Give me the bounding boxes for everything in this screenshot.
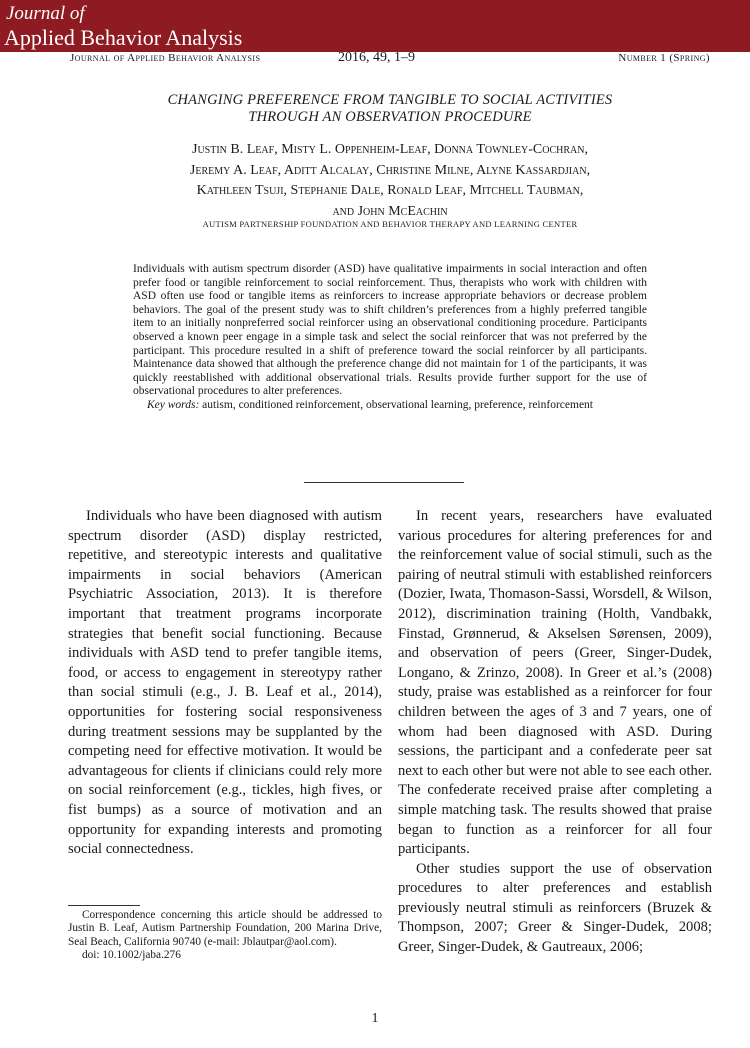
keywords-list: autism, conditioned reinforcement, observational learning, preference, reinforcement bbox=[199, 398, 593, 411]
affiliation: AUTISM PARTNERSHIP FOUNDATION AND BEHAVIOR THERAPY AND LEARNING CENTER bbox=[202, 219, 578, 229]
running-head bbox=[70, 52, 710, 68]
journal-logo-line1: Journal of bbox=[6, 3, 85, 24]
author-line: and John McEachin bbox=[332, 203, 448, 219]
running-head-issue: Number 1 (Spring) bbox=[618, 52, 710, 64]
author-line: Kathleen Tsuji, Stephanie Dale, Ronald Leaf, Mitchell Taubman, bbox=[196, 183, 584, 198]
keywords bbox=[133, 399, 647, 413]
title-line: CHANGING PREFERENCE FROM TANGIBLE TO SOCIAL ACTIVITIES bbox=[167, 92, 613, 108]
running-head-journal: Journal of Applied Behavior Analysis bbox=[70, 52, 261, 64]
body-column-left bbox=[68, 507, 382, 860]
section-divider bbox=[304, 482, 464, 483]
body-column-right bbox=[398, 507, 712, 958]
author-line: Jeremy A. Leaf, Aditt Alcalay, Christine Milne, Alyne Kassardjian, bbox=[189, 162, 591, 178]
title-line: THROUGH AN OBSERVATION PROCEDURE bbox=[248, 109, 532, 125]
body-paragraph: Other studies support the use of observation procedures to alter preferences and establish previously neutral stimuli as reinforcers (Bruzek & Thompson, 2007; Greer & Singer-Dudek, 2008; Greer, Singer-Dudek, & Gautreaux, 2006; bbox=[398, 860, 712, 956]
correspondence-note: Correspondence concerning this article should be addressed to Justin B. Leaf, Autism Partnership Foundation, 200 Marina Drive, Seal Beach, California 90740 (e-mail: Jblautpar@aol.com). bbox=[68, 909, 382, 948]
footnote bbox=[68, 909, 382, 963]
doi: doi: 10.1002/jaba.276 bbox=[82, 949, 181, 962]
running-head-volume: 2016, 49, 1–9 bbox=[338, 50, 415, 65]
footnote-rule bbox=[68, 905, 140, 906]
keywords-label: Key words: bbox=[147, 398, 200, 411]
abstract bbox=[133, 263, 647, 413]
author-line: Justin B. Leaf, Misty L. Oppenheim-Leaf, Donna Townley-Cochran, bbox=[192, 142, 588, 157]
body-paragraph: In recent years, researchers have evaluated various procedures for altering preferences for and the reinforcement value of social stimuli, such as the pairing of neutral stimuli with established reinforcers (Dozier, Iwata, Thomason-Sassi, Worsdell, & Wilson, 2012), discrimination training (Holth, Vandbakk, Finstad, Grønnerud, & Akselsen Sørensen, 2009), and observation of peers (Greer, Singer-Dudek, Longano, & Zrinzo, 2008). In Greer et al.’s (2008) study, praise was established as a reinforcer for four children between the ages of 3 and 7 years, one of whom had been diagnosed with ASD. During sessions, the participant and a confederate peer sat next to each other but were not able to see each other. The confederate received praise after completing a simple matching task. The results showed that praise began to function as a reinforcer for all four participants. bbox=[398, 508, 712, 858]
journal-banner bbox=[0, 0, 750, 52]
abstract-text: Individuals with autism spectrum disorder (ASD) have qualitative impairments in social interaction and often prefer food or tangible reinforcement to social reinforcement. Thus, therapists who work with children with ASD often use food or tangible items as reinforcers to increase appropriate behaviors or decrease problem behaviors. The goal of the present study was to shift children’s preferences from a highly preferred tangible item to an initially nonpreferred social reinforcer using an observational conditioning procedure. Participants observed a known peer engage in a simple task and select the social reinforcer that was not preferred by the participant. This procedure resulted in a shift of preference toward the social reinforcer by all participants. Maintenance data showed that although the preference change did not maintain for 1 of the participants, it was quickly reestablished with additional observational trials. Results provide further support for the use of observational procedures to alter preferences. bbox=[133, 263, 647, 398]
page-number: 1 bbox=[371, 1011, 379, 1026]
author-list bbox=[120, 140, 660, 222]
article-title bbox=[75, 92, 705, 126]
journal-logo-line2: Applied Behavior Analysis bbox=[4, 25, 243, 50]
body-paragraph: Individuals who have been diagnosed with autism spectrum disorder (ASD) display restricted, repetitive, and stereotypic interests and qualitative impairments in social behaviors (American Psychiatric Association, 2013). It is therefore important that treatment programs incorporate strategies that benefit social functioning. Because individuals with ASD tend to prefer tangible items, food, or access to engagement in stereotypy rather than social stimuli (e.g., J. B. Leaf et al., 2014), opportunities for fostering social responsiveness during treatment sessions may be supplanted by the competing need for effective motivation. It would be advantageous for clients if clinicians could rely more on social reinforcement (e.g., tickles, high fives, or fist bumps) as a source of motivation and an opportunity for expanding interests and promoting social connectedness. bbox=[68, 508, 382, 858]
